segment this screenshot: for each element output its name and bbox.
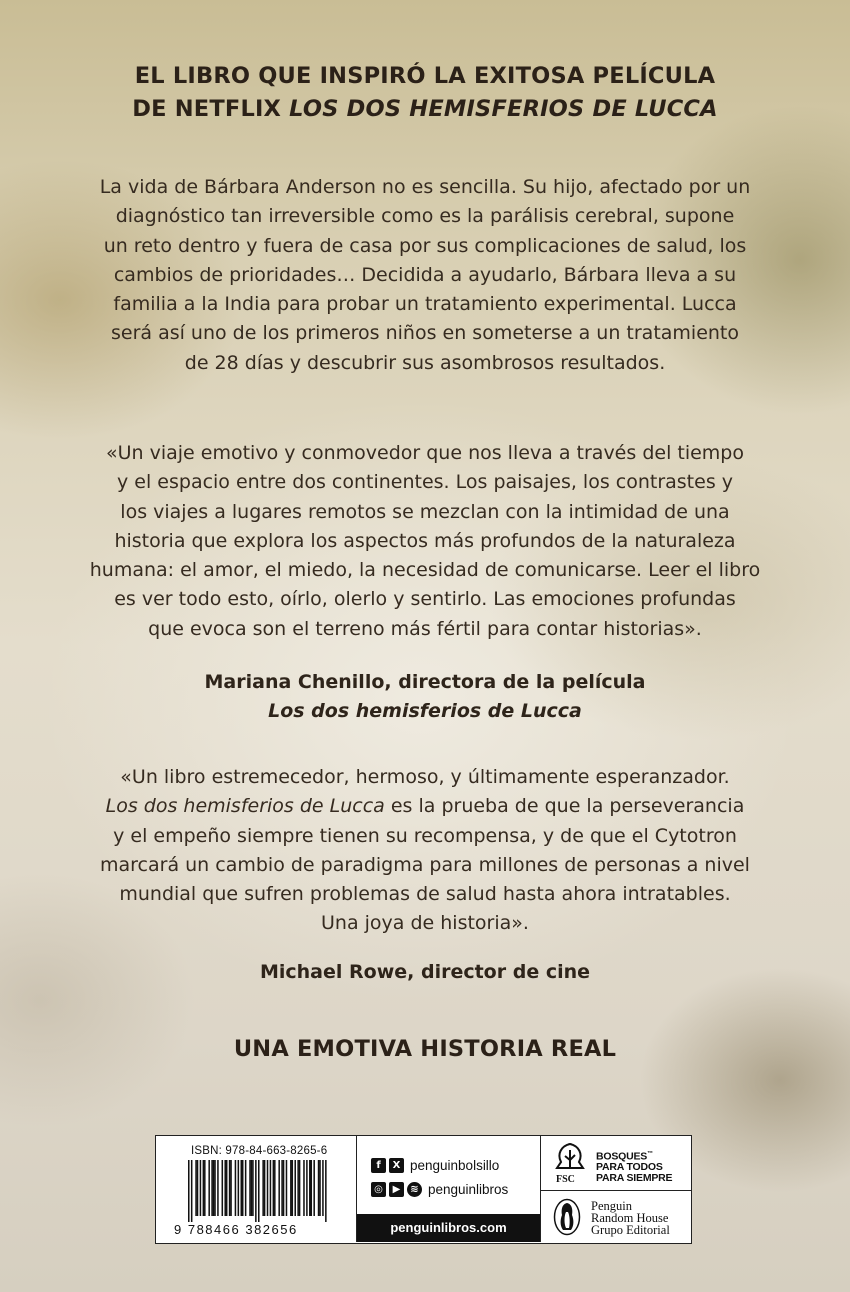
barcode-bar (188, 1160, 190, 1222)
fsc-tree-icon (553, 1142, 587, 1174)
synopsis-line: un reto dentro y fuera de casa por sus complicaciones de salud, los (103, 234, 747, 257)
headline-prefix: DE NETFLIX (132, 96, 290, 122)
synopsis-line: de 28 días y descubrir sus asombrosos resultados. (184, 351, 666, 374)
barcode-bar (229, 1160, 231, 1216)
isbn-label: ISBN: 978-84-663-8265-6 (191, 1145, 328, 1157)
barcode-bar (325, 1160, 327, 1222)
quote-line: y el empeño siempre tienen su recompensa, y de que el Cytotron (113, 824, 737, 847)
barcode-bar (213, 1160, 215, 1216)
barcode-bar (222, 1160, 224, 1216)
quote-line: mundial que sufren problemas de salud hasta ahora intratables. (119, 883, 731, 906)
attribution-work: Los dos hemisferios de Lucca (268, 700, 582, 722)
barcode-bar (214, 1160, 216, 1216)
synopsis-line: cambios de prioridades… Decidida a ayudarlo, Bárbara lleva a su (113, 263, 737, 286)
attribution-author: Mariana Chenillo, directora de la película (204, 671, 646, 693)
barcode-bar (286, 1160, 288, 1216)
barcode-bar (297, 1160, 299, 1216)
synopsis-line: La vida de Bárbara Anderson no es sencilla. Su hijo, afectado por un (99, 176, 751, 198)
logos-panel (541, 1136, 691, 1242)
fsc-trademark: ™ (647, 1151, 653, 1157)
barcode-panel (156, 1136, 357, 1242)
barcode-bar (303, 1160, 305, 1216)
barcode-bar (200, 1160, 202, 1216)
barcode-bar (242, 1160, 244, 1216)
barcode-bar (290, 1160, 292, 1216)
barcode-bar (235, 1160, 237, 1216)
quote-line: «Un viaje emotivo y conmovedor que nos lleva a través del tiempo (106, 442, 744, 464)
quote-line: historia que explora los aspectos más profundos de la naturaleza (114, 529, 736, 552)
barcode-bar (283, 1160, 285, 1216)
social-panel (357, 1136, 541, 1242)
barcode-bar (197, 1160, 199, 1216)
social-row-bolsillo (371, 1158, 499, 1173)
barcode-bar (195, 1160, 197, 1216)
barcode-bar (217, 1160, 219, 1216)
fsc-slogan (596, 1149, 672, 1183)
headline (0, 60, 850, 126)
fsc-label: FSC (556, 1174, 575, 1185)
barcode-bar (258, 1160, 260, 1222)
barcode-bar (322, 1160, 324, 1216)
attribution-rowe (0, 958, 850, 987)
attribution-author: Michael Rowe, director de cine (259, 961, 591, 983)
quote-line: «Un libro estremecedor, hermoso, y últimamente esperanzador. (120, 766, 730, 788)
headline-film-title: LOS DOS HEMISFERIOS DE LUCCA (289, 96, 718, 122)
barcode-bar (278, 1160, 280, 1216)
barcode-bar (241, 1160, 243, 1216)
attribution-chenillo (0, 668, 850, 726)
barcode-bar (208, 1160, 210, 1216)
x-icon[interactable]: X (389, 1158, 404, 1173)
quote-line: humana: el amor, el miedo, la necesidad de comunicarse. Leer el libro (89, 559, 761, 582)
headline-line-2 (0, 93, 850, 126)
publisher-block (541, 1192, 691, 1242)
back-cover-info-box (155, 1135, 692, 1244)
barcode-bar (299, 1160, 301, 1216)
quote-line: y el espacio entre dos continentes. Los paisajes, los contrastes y (117, 471, 733, 494)
quote-line: que evoca son el terreno más fértil para contar historias». (148, 617, 702, 640)
publisher-name (591, 1200, 670, 1236)
barcode-bar (191, 1160, 193, 1222)
quote-line: es ver todo esto, oírlo, olerlo y sentirlo. Las emociones profundas (114, 588, 736, 611)
barcode-bar (313, 1160, 315, 1216)
barcode-bar (281, 1160, 283, 1216)
barcode-bar (238, 1160, 240, 1216)
spotify-icon[interactable]: ≋ (407, 1182, 422, 1197)
barcode-bar (309, 1160, 311, 1216)
youtube-icon[interactable]: ▶ (389, 1182, 404, 1197)
barcode-bar (211, 1160, 213, 1216)
barcode-bar (264, 1160, 266, 1216)
barcode-bar (204, 1160, 206, 1216)
synopsis-line: familia a la India para probar un tratamiento experimental. Lucca (113, 293, 737, 316)
barcode-bar (318, 1160, 320, 1216)
barcode-bar (262, 1160, 264, 1216)
publisher-line-3: Grupo Editorial (591, 1223, 670, 1237)
fsc-line-2: PARA TODOS (596, 1161, 663, 1173)
barcode-bar (306, 1160, 308, 1216)
instagram-icon[interactable]: ◎ (371, 1182, 386, 1197)
quote-line (70, 792, 780, 821)
social-row-libros (371, 1182, 508, 1197)
facebook-icon[interactable]: f (371, 1158, 386, 1173)
quote-line-rest: es la prueba de que la perseverancia (384, 795, 745, 818)
barcode-bar (273, 1160, 275, 1216)
barcode-digits: 9 788466 382656 (174, 1222, 298, 1237)
barcode-bar (203, 1160, 205, 1216)
fsc-line-1: BOSQUES (596, 1150, 648, 1163)
tagline: UNA EMOTIVA HISTORIA REAL (233, 1036, 617, 1062)
synopsis (70, 173, 780, 378)
quote-rowe (70, 763, 780, 939)
barcode-bar (267, 1160, 269, 1216)
social-handle[interactable]: penguinbolsillo (410, 1158, 500, 1173)
barcode-bar (252, 1160, 254, 1216)
quote-line: los viajes a lugares remotos se mezclan con la intimidad de una (120, 500, 730, 523)
fsc-line-3: PARA SIEMPRE (596, 1171, 673, 1184)
headline-line-1: EL LIBRO QUE INSPIRÓ LA EXITOSA PELÍCULA (134, 63, 716, 89)
website-link[interactable]: penguinlibros.com (357, 1214, 540, 1242)
barcode-bar (255, 1160, 257, 1222)
barcode-bar (230, 1160, 232, 1216)
synopsis-line: será así uno de los primeros niños en someterse a un tratamiento (110, 322, 740, 345)
barcode-bar (274, 1160, 276, 1216)
publisher-line-1: Penguin (591, 1199, 632, 1213)
publisher-line-2: Random House (591, 1211, 669, 1225)
social-handle[interactable]: penguinlibros (428, 1182, 509, 1197)
barcode-bar (251, 1160, 253, 1216)
barcode-bar (294, 1160, 296, 1216)
barcode-bar (226, 1160, 228, 1216)
penguin-logo-icon (553, 1198, 581, 1236)
barcode-bar (319, 1160, 321, 1216)
barcode-bar (224, 1160, 226, 1216)
quote-line: marcará un cambio de paradigma para millones de personas a nivel (100, 853, 750, 876)
barcode-bar (245, 1160, 247, 1216)
barcode-bar (270, 1160, 272, 1216)
fsc-block (541, 1136, 691, 1191)
synopsis-line: diagnóstico tan irreversible como es la parálisis cerebral, supone (115, 205, 735, 228)
quote-line: Una joya de historia». (321, 912, 529, 935)
barcode-bar (311, 1160, 313, 1216)
barcode-graphic (188, 1160, 328, 1222)
barcode-bar (292, 1160, 294, 1216)
quote-book-title: Los dos hemisferios de Lucca (105, 795, 385, 818)
barcode-bar (249, 1160, 251, 1216)
quote-chenillo (70, 439, 780, 644)
